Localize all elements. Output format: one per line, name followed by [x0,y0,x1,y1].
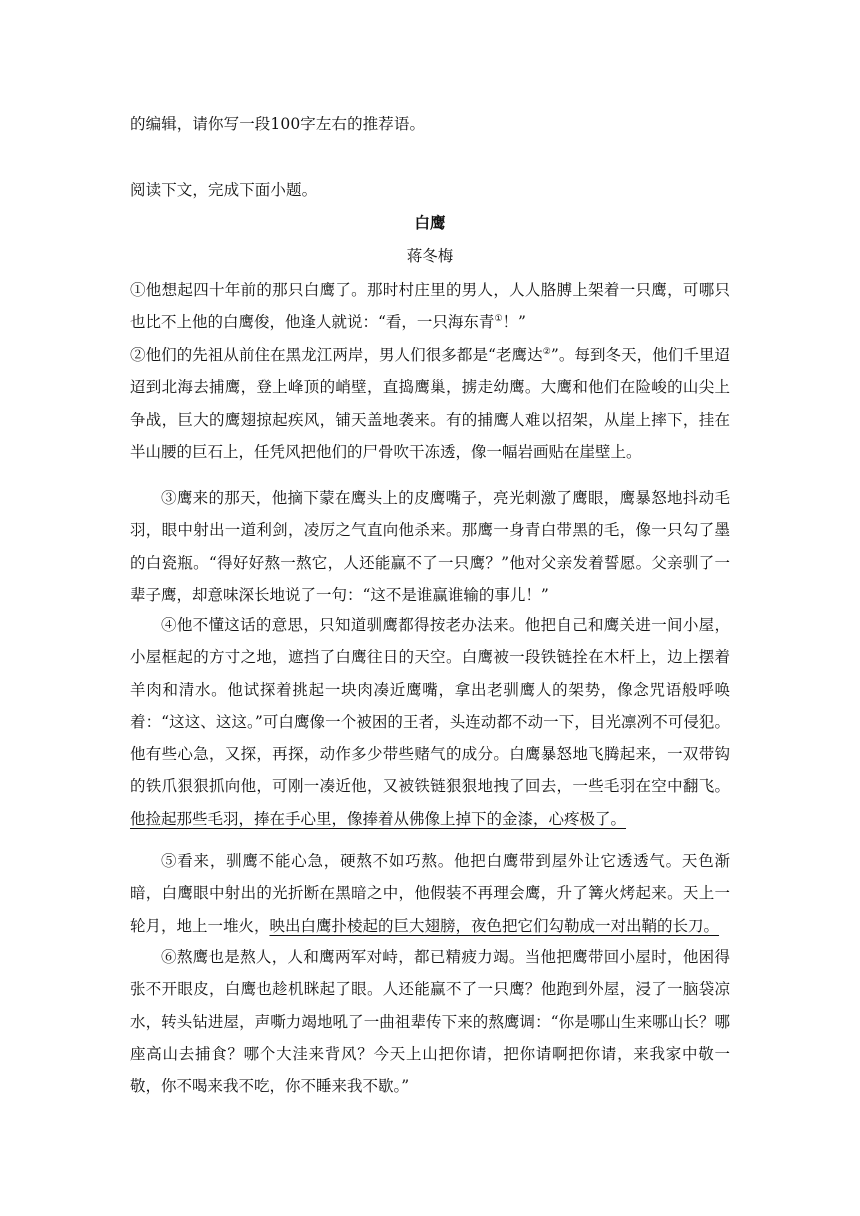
article-title: 白鹰 [414,213,446,232]
paragraph-2: ②他们的先祖从前住在黑龙江两岸，男人们很多都是“老鹰达②”。每到冬天，他们千里迢迢到北海去捕鹰，登上峰顶的峭壁，直捣鹰巢，掳走幼鹰。大鹰和他们在险峻的山尖上争战，巨大的鹰翅掠起疾风，铺天盖地袭来。有的捕鹰人难以招架，从崖上摔下，挂在半山腰的巨石上，任凭风把他们的尸骨吹干冻透，像一幅岩画贴在崖壁上。 [130,346,730,461]
paragraph-4: ④他不懂这话的意思，只知道驯鹰都得按老办法来。他把自己和鹰关进一间小屋，小屋框起的方寸之地，遮挡了白鹰往日的天空。白鹰被一段铁链拴在木杆上，边上摆着羊肉和清水。他试探着挑起一块肉凑近鹰嘴，拿出老驯鹰人的架势，像念咒语般呼唤着：“这这、这这。”可白鹰像一个被困的王者，头连动都不动一下，目光凛冽不可侵犯。他有些心急，又探，再探，动作多少带些赌气的成分。白鹰暴怒地飞腾起来，一双带钩的铁爪狠狠抓向他，可刚一凑近他，又被铁链狠狠地拽了回去，一些毛羽在空中翻飞。他捡起那些毛羽，捧在手心里，像捧着从佛像上掉下的金漆，心疼极了。 [130,616,730,828]
reading-instruction: 阅读下文，完成下面小题。 [130,181,318,199]
paragraph-6: ⑥熬鹰也是熬人，人和鹰两军对峙，都已精疲力竭。当他把鹰带回小屋时，他困得张不开眼皮，白鹰也趁机眯起了眼。人还能赢不了一只鹰？他跑到外屋，浸了一脑袋凉水，转头钻进屋，声嘶力竭地吼了一曲祖辈传下来的熬鹰调：“你是哪山生来哪山长？哪座高山去捕食？哪个大洼来背风？今天上山把你请，把你请啊把你请，来我家中敬一敬，你不喝来我不吃，你不睡来我不歇。” [130,948,730,1096]
paragraph-1: ①他想起四十年前的那只白鹰了。那时村庄里的男人，人人胳膊上架着一只鹰，可哪只也比不上他的白鹰俊，他逢人就说：“看，一只海东青①！” [130,281,730,332]
previous-question-tail: 的编辑，请你写一段100字左右的推荐语。 [130,115,426,133]
footnote-mark-1: ① [494,314,503,325]
paragraph-3: ③鹰来的那天，他摘下蒙在鹰头上的皮鹰嘴子，亮光刺激了鹰眼，鹰暴怒地抖动毛羽，眼中射出一道利剑，凌厉之气直向他杀来。那鹰一身青白带黑的毛，像一只勾了墨的白瓷瓶。“得好好熬一熬它，人还能赢不了一只鹰？”他对父亲发着誓愿。父亲驯了一辈子鹰，却意味深长地说了一句：“这不是谁赢谁输的事儿！” [130,489,730,604]
underlined-sentence-1: 他捡起那些毛羽，捧在手心里，像捧着从佛像上掉下的金漆，心疼极了。 [130,809,627,828]
paragraph-5: ⑤看来，驯鹰不能心急，硬熬不如巧熬。他把白鹰带到屋外让它透透气。天色渐暗，白鹰眼中射出的光折断在黑暗之中，他假装不再理会鹰，升了篝火烤起来。天上一轮月，地上一堆火，映出白鹰扑棱起的巨大翅膀，夜色把它们勾勒成一对出鞘的长刀。 [130,852,730,935]
underlined-sentence-2: 映出白鹰扑棱起的巨大翅膀，夜色把它们勾勒成一对出鞘的长刀。 [269,916,720,935]
article-author: 蒋冬梅 [406,247,454,265]
footnote-mark-2: ② [542,346,551,357]
